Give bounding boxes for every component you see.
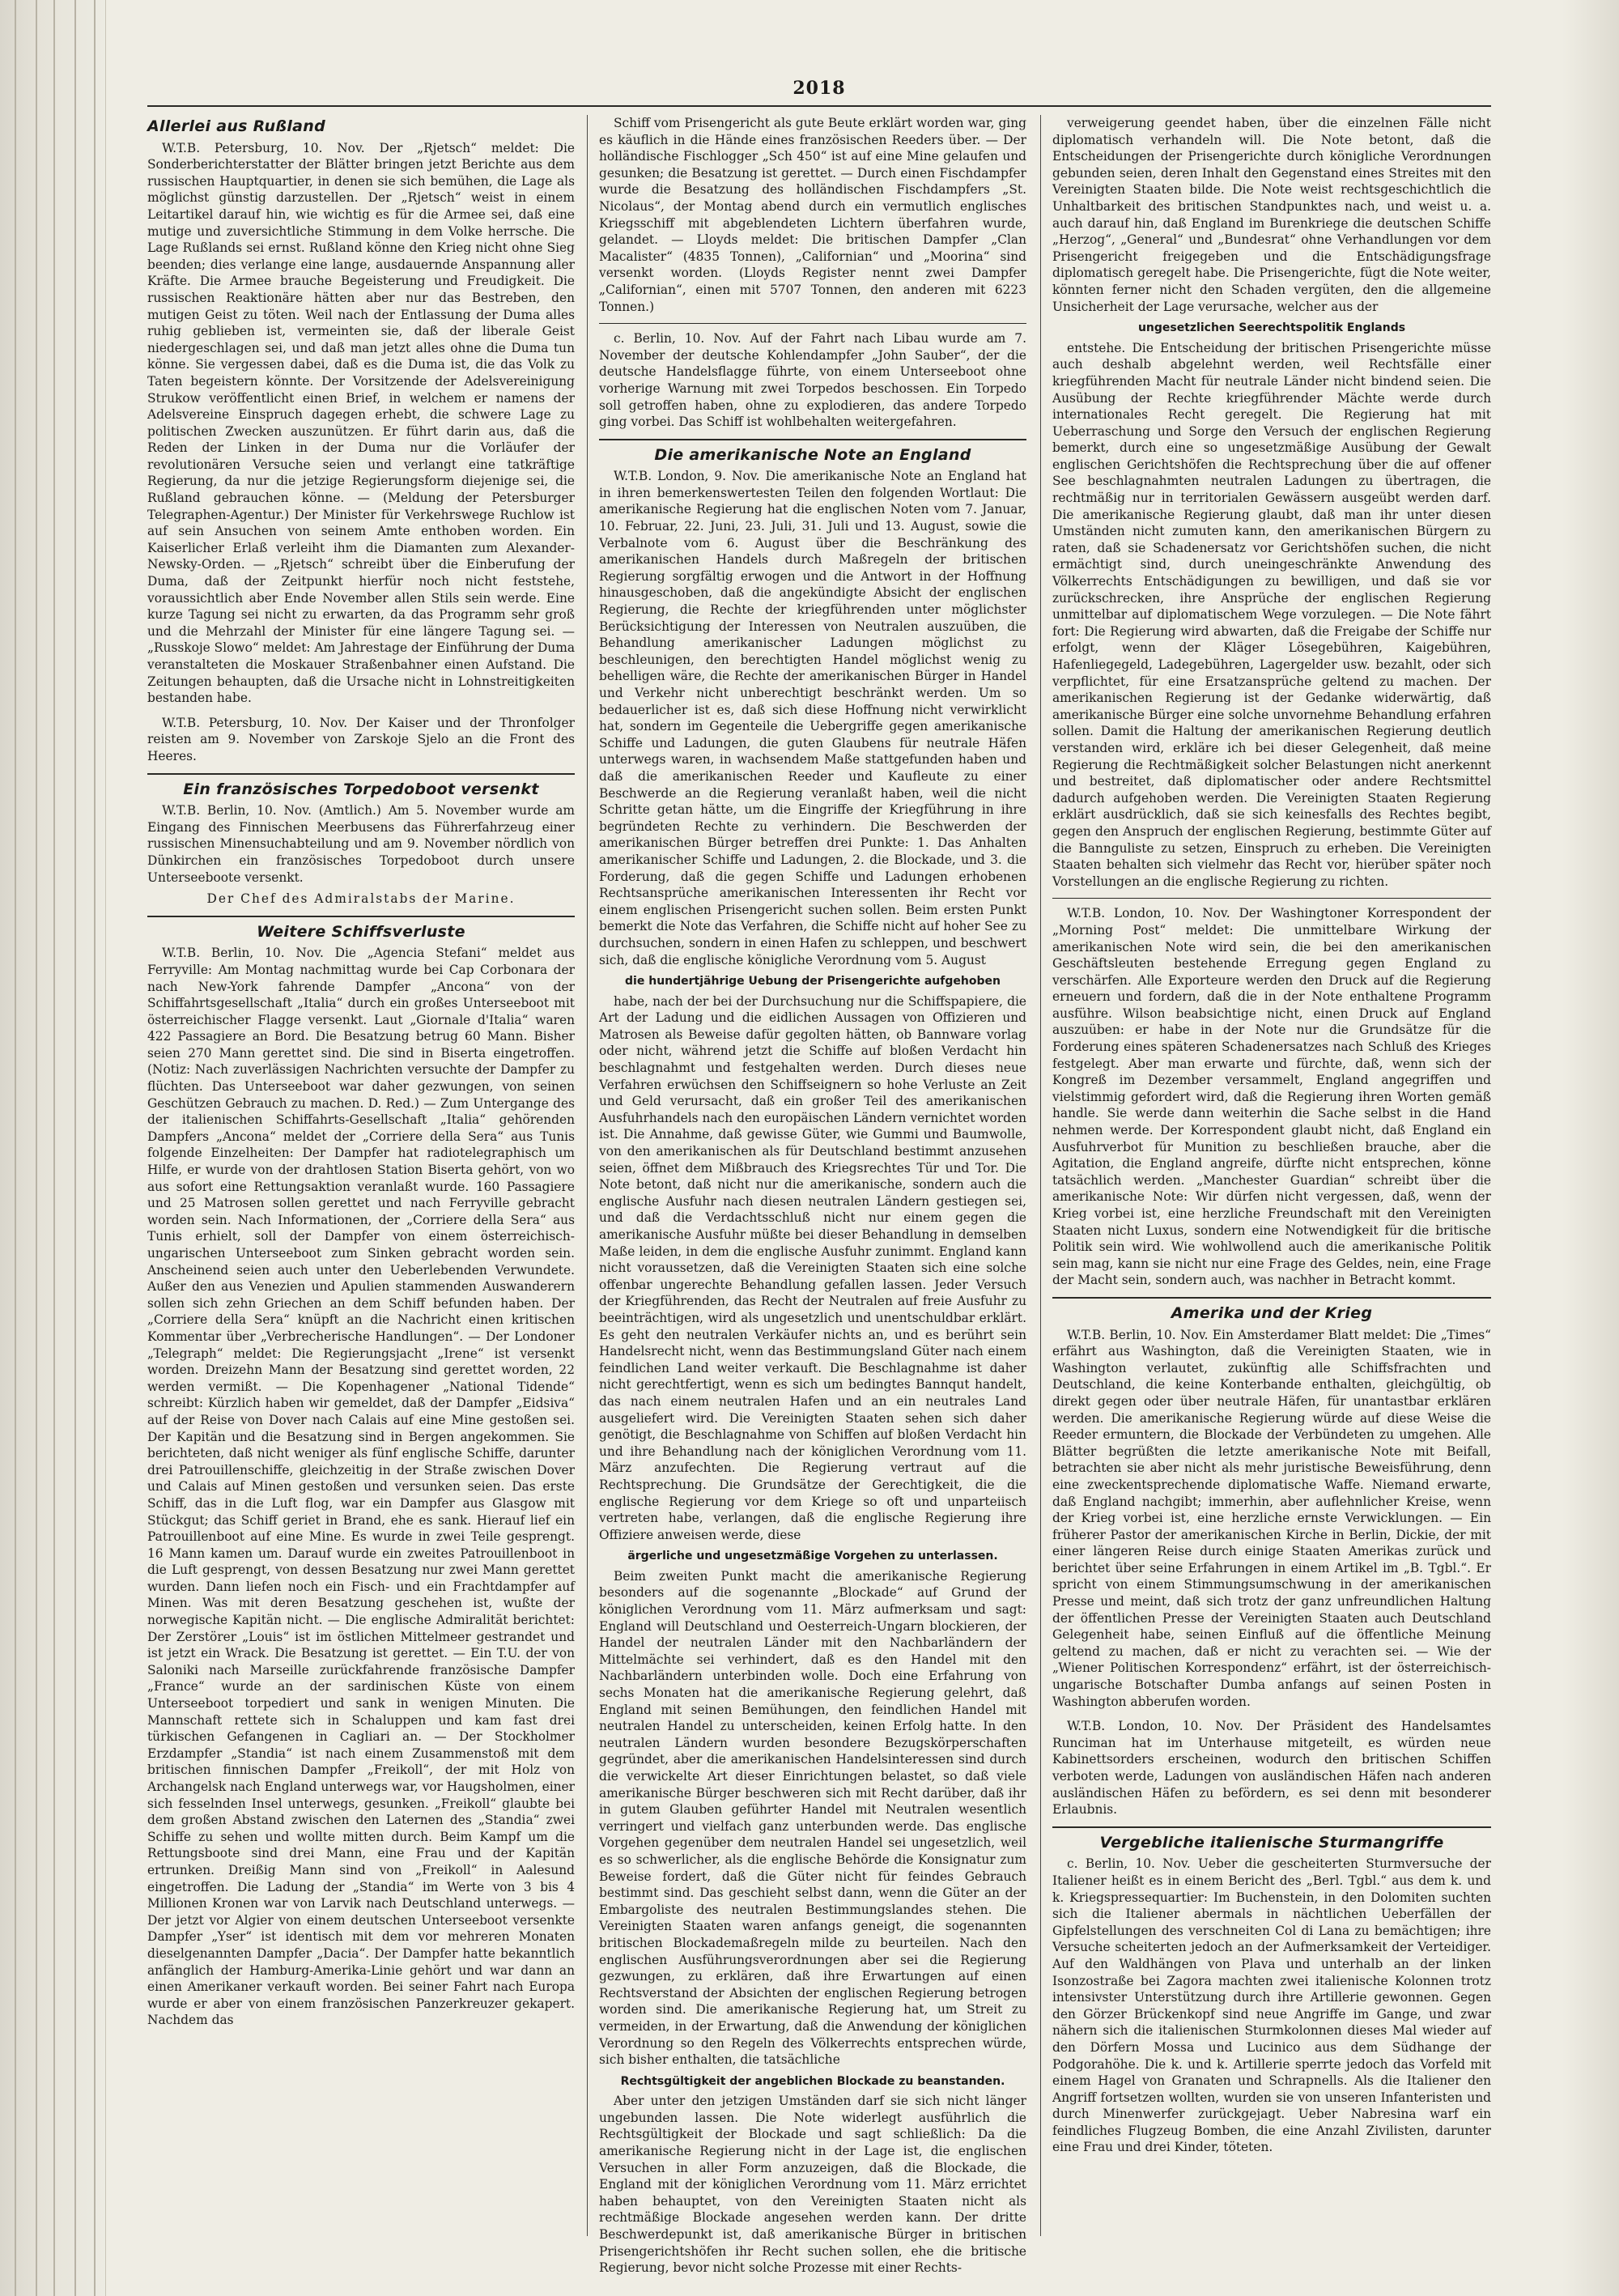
paragraph: verweigerung geendet haben, über die einzelnen Fälle nicht diplomatisch verhandeln will. Die Note betont, daß die Entscheidungen der Prisengerichte durch königliche Verordnungen gebunden seien, deren Inhalt den Gegenstand eines Streites mit den Vereinigten Staaten bilde. Die Note weist rechtsgeschichtlich die Unhaltbarkeit des britischen Standpunktes nach, und weist u. a. auch darauf hin, daß England im Burenkriege die deutschen Schiffe „Herzog“, „General“ und „Bundesrat“ ohne Verhandlungen vor dem Prisengericht freigegeben und die Entschädigungsfrage diplomatisch geregelt habe. Die Prisengerichte, fügt die Note weiter, könnten ferner nicht den Schaden vergüten, den die allgemeine Unsicherheit der Lage verursache, welcher aus der xyxy=(1052,116,1491,314)
headline: Ein französisches Torpedoboot versenkt xyxy=(183,780,539,798)
paragraph: Beim zweiten Punkt macht die amerikanische Regierung besonders auf die sogenannte „Blockade“ auf Grund der königlichen Verordnung vom 11. März aufmerksam und sagt: England will Deutschland und Oesterreich-Ungarn blockieren, der Handel der neutralen Länder mit den Nachbarländern der Mittelmächte sei verhindert, daß es den Handel mit den Nachbarländern unterbinden wolle. Doch eine Erfahrung von sechs Monaten hat die amerikanische Regierung gelehrt, daß England mit seinen Bemühungen, den feindlichen Handel mit neutralen Handel zu unterscheiden, keinen Erfolg hatte. In den neutralen Ländern wurden besondere Bezugskörperschaften gegründet, aber die amerikanischen Handelsinteressen sind durch die verwickelte Art dieser Einrichtungen belastet, so daß viele amerikanische Bürger beschweren sich mit Recht darüber, daß ihr in gutem Glauben geführter Handel mit Neutralen wesentlich verringert und vielfach ganz unterbunden werde. Das englische Vorgehen gegenüber dem neutralen Handel sei ungesetzlich, weil es so schwerlicher, als die englische Behörde die Konsignatur zum Beweise fordert, daß die Güter nicht für feindes Gebrauch bestimmt sind. Das geschieht selbst dann, wenn die Güter an der Embargoliste des neutralen Bestimmungslandes stehen. Die Vereinigten Staaten waren anfangs geneigt, die sogenannten britischen Blockademaßregeln milde zu beurteilen. Nach den englischen Ausführungsverordnungen aber sei die Regierung gezwungen, zu erklären, daß ihre Erwartungen auf einen Rechtsverstand der Absichten der englischen Regierung betrogen worden sind. Die amerikanische Regierung hat, um Streit zu vermeiden, in der Erwartung, daß die Anwendung der königlichen Verordnung so den Regeln des Völkerrechts entsprechen würde, sich bisher enthalten, die tatsächliche xyxy=(599,1568,1026,2068)
page-number: 2018 xyxy=(793,78,846,99)
article-american-note xyxy=(599,447,1026,2277)
article-note-continuation xyxy=(1052,115,1491,1289)
paragraph: W.T.B. Berlin, 10. Nov. Ein Amsterdamer Blatt meldet: Die „Times“ erfährt aus Washington, daß die Vereinigten Staaten, wie in Washington verlautet, zukünftig alle Schiffsfrachten und Deutschland, die keine Konterbande enthalten, gleichgültig, ob direkt gegen oder über neutrale Häfen, für unantastbar erklären werden. Die amerikanische Regierung würde auf diese Weise die Reeder ermuntern, die Blockade der Verbündeten zu umgehen. Alle Blätter begrüßten die letzte amerikanische Note mit Beifall, betrachten sie aber nicht als mehr juristische Beweisführung, denn eine zweckentsprechende diplomatische Waffe. Niemand erwarte, daß England nachgibt; immerhin, aber auflehnlicher Kreise, wenn der Krieg vorbei ist, eine herzliche ernste Verwicklungen. — Ein früherer Pastor der amerikanischen Kirche in Berlin, Dickie, der mit einer längeren Reise durch einige Staaten Amerikas zurück und berichtet über seine Erfahrungen in einem Artikel im „B. Tgbl.“. Er spricht von einem Stimmungsumschwung in der amerikanischen Presse und meint, daß sich trotz der ganz unfreundlichen Haltung der öffentlichen Presse der Vereinigten Staaten auch Deutschland Gelegenheit habe, seinen Einfluß auf die öffentliche Meinung geltend zu machen, daß er nicht zu verachten sei. — Wie der „Wiener Politischen Korrespondenz“ erfährt, ist der österreichisch-ungarische Botschafter Dumba anfangs auf seinen Posten in Washington abberufen worden. xyxy=(1052,1327,1491,1709)
paragraph: W.T.B. Petersburg, 10. Nov. Der Kaiser und der Thronfolger reisten am 9. November von Zarskoje Sjelo an die Front des Heeres. xyxy=(147,715,575,763)
paragraph: c. Berlin, 10. Nov. Auf der Fahrt nach Libau wurde am 7. November der deutsche Kohlendampfer „John Sauber“, der die deutsche Handelsflagge führte, von einem Unterseeboot ohne vorherige Warnung mit zwei Torpedos beschossen. Ein Torpedo soll getroffen haben, ohne zu explodieren, das andere Torpedo ging vorbei. Das Schiff ist wohlbehalten weitergefahren. xyxy=(599,331,1026,430)
paragraph: W.T.B. London, 10. Nov. Der Präsident des Handelsamtes Runciman hat im Unterhause mitgeteilt, es würden neue Kabinettsorders erscheinen, wodurch den britischen Schiffen verboten werde, Ladungen von ausländischen Häfen nach anderen ausländischen Häfen zu befördern, es sei denn mit besonderer Erlaubnis. xyxy=(1052,1719,1491,1818)
column-2 xyxy=(599,115,1026,2276)
headline: Weitere Schiffsverluste xyxy=(257,922,465,941)
page-shadow xyxy=(1562,0,1619,2296)
article-separator xyxy=(1052,1297,1491,1299)
article-torpedo-boat xyxy=(147,781,575,908)
newspaper-page xyxy=(147,78,1491,2276)
headline: Allerlei aus Rußland xyxy=(147,117,326,135)
headline: Amerika und der Krieg xyxy=(1171,1303,1373,1322)
top-rule xyxy=(147,105,1491,107)
article-ship-losses xyxy=(147,924,575,2029)
subheading: ärgerliche und ungesetzmäßige Vorgehen zu unterlassen. xyxy=(627,1550,998,1563)
paragraph: W.T.B. Petersburg, 10. Nov. Der „Rjetsch“ meldet: Die Sonderberichterstatter der Blätter bringen jetzt Berichte aus dem russischen Hauptquartier, in denen sie sich bemühen, die Lage als möglichst günstig darzustellen. Der „Rjetsch“ weist in einem Leitartikel darauf hin, wie wichtig es für die Armee sei, daß eine mutige und zuversichtliche Stimmung in dem Volke herrsche. Die Lage Rußlands sei ernst. Rußland könne den Krieg nicht ohne Sieg beenden; dies verlange eine lange, ausdauernde Anspannung aller Kräfte. Die Armee brauche Begeisterung und Freudigkeit. Die russischen Reaktionäre hätten aber nur das Bestreben, den mutigen Geist zu töten. Weil nach der Entlassung der Duma alles ruhig geblieben ist, vermeinten sie, daß der liberale Geist niedergeschlagen sei, und daß man jetzt alles ohne die Duma tun könne. Sie vergessen dabei, daß es die Duma ist, die das Volk zu Taten begeistern könnte. Der Vorsitzende der Adelsvereinigung Strukow veröffentlicht einen Brief, in welchem er namens der Adelsvereine Einspruch dagegen erhebt, die schwere Lage zu politischen Zwecken auszunützen. Er führt darin aus, daß die Reden der Linken in der Duma nur die Vorläufer der revolutionären Versuche seien und verlangt eine tatkräftige Regierung, da nur die jetzige Regierungsform diejenige sei, die Rußland gebrauchen könne. — (Meldung der Petersburger Telegraphen-Agentur.) Der Minister für Verkehrswege Ruchlow ist auf sein Ansuchen von seinem Amte enthoben worden. Ein Kaiserlicher Erlaß verleiht ihm die Diamanten zum Alexander-Newsky-Orden. — „Rjetsch“ schreibt über die Einberufung der Duma, daß der Zeitpunkt hierfür noch nicht feststehe, voraussichtlich aber Ende November allen Stils sein werde. Eine kurze Tagung sei nicht zu erwarten, da das Programm sehr groß und die Mehrzahl der Minister für eine längere Tagung sei. — „Russkoje Slowo“ meldet: Am Jahrestage der Einführung der Duma veranstalteten die Moskauer Straßenbahner einen Aufstand. Die Zeitungen behaupten, daß die Ursache nicht in Lohnstreitigkeiten bestanden habe. xyxy=(147,140,575,706)
article-separator xyxy=(1052,1826,1491,1828)
column-1 xyxy=(147,115,575,2236)
article-separator xyxy=(1052,898,1491,899)
article-separator xyxy=(147,773,575,775)
paragraph: W.T.B. London, 10. Nov. Der Washingtoner Korrespondent der „Morning Post“ meldet: Die unmittelbare Wirkung der amerikanischen Note wird sein, die bei den amerikanischen Geschäftsleuten bestehende Erregung gegen England zu verschärfen. Alle Exporteure werden den Druck auf die Regierung erneuern und fordern, daß die in der Note enthaltene Programm ausführe. Wilson beabsichtige nicht, einen Druck auf England auszuüben: er habe in der Note nur die Grundsätze für die Forderung eines späteren Schadenersatzes nach Schluß des Krieges festgelegt. Aber man erwarte und fürchte, daß, wenn sich der Kongreß im Dezember versammelt, England angegriffen und vielstimmig gefordert wird, daß die Regierung ihren Worten gemäß handle. Sie werde dann weiterhin die Sache selbst in die Hand nehmen werde. Der Korrespondent glaubt nicht, daß England ein Ausfuhrverbot für Munition zu beschließen brauche, aber die Agitation, die England angreife, dürfte nicht entsprechen, könne tatsächlich werden. „Manchester Guardian“ schreibt über die amerikanische Note: Wir dürfen nicht vergessen, daß, wenn der Krieg vorbei ist, eine herzliche Freundschaft mit den Vereinigten Staaten nicht Luxus, sondern eine Notwendigkeit für die britische Politik sein wird. Wie wohlwollend auch die amerikanische Politik sein mag, kann sie nicht nur eine Frage des Geldes, nein, eine Frage der Macht sein, sondern auch, was nachher in Betracht kommt. xyxy=(1052,906,1491,1288)
signature: Der Chef des Admiralstabs der Marine. xyxy=(206,891,516,907)
column-3 xyxy=(1052,115,1491,2236)
paragraph: c. Berlin, 10. Nov. Ueber die gescheiterten Sturmversuche der Italiener heißt es in einem Bericht des „Berl. Tgbl.“ aus dem k. und k. Kriegspressequartier: Im Buchenstein, in den Dolomiten suchten sich die Italiener abermals in nächtlichen Ueberfällen der Gipfelstellungen des verschneiten Col di Lana zu bemächtigen; ihre Versuche scheiterten jedoch an der Aufmerksamkeit der Verteidiger. Auf den Waldhängen von Plava und unterhalb an der linken Isonzostraße bei Zagora machten zwei italienische Kolonnen trotz intensivster Unterstützung durch ihre Artillerie gewonnen. Gegen den Görzer Brückenkopf sind neue Angriffe im Gange, und zwar nähern sich die italienischen Sturmkolonnen dieses Mal wieder auf den Dörfern Mossa und Lucinico aus dem Südhange der Podgorahöhe. Die k. und k. Artillerie sperrte jedoch das Vorfeld mit einem Hagel von Granaten und Schrapnells. Als die Italiener den Angriff fortsetzen wollten, wurden sie von unseren Infanteristen und durch Minenwerfer zurückgejagt. Ueber Nabresina warf ein feindliches Flugzeug Bomben, die eine Anzahl Zivilisten, darunter eine Frau und drei Kinder, töteten. xyxy=(1052,1856,1491,2155)
column-rule xyxy=(587,115,588,2236)
subheading: die hundertjährige Uebung der Prisengerichte aufgehoben xyxy=(625,975,1001,989)
paragraph: Schiff vom Prisengericht als gute Beute erklärt worden war, ging es käuflich in die Hände eines französischen Reeders über. — Der holländische Fischlogger „Sch 450“ ist auf eine Mine gelaufen und gesunken; die Besatzung ist gerettet. — Durch einen Fischdampfer wurde die Besatzung des holländischen Fischdampfers „St. Nicolaus“, der Montag abend durch ein vermutlich englisches Kriegsschiff mit abgeblendeten Lichtern überfahren wurde, gelandet. — Lloyds meldet: Die britischen Dampfer „Clan Macalister“ (4835 Tonnen), „Californian“ und „Moorina“ sind versenkt worden. (Lloyds Register nennt zwei Dampfer „Californian“, einen mit 5707 Tonnen, den anderen mit 6223 Tonnen.) xyxy=(599,116,1026,314)
article-russia xyxy=(147,118,575,765)
article-italian-attacks xyxy=(1052,1835,1491,2156)
binding-edge xyxy=(0,0,106,2296)
paragraph: entstehe. Die Entscheidung der britischen Prisengerichte müsse auch deshalb abgelehnt werden, weil Rechtsfälle einer kriegführenden Macht für neutrale Länder nicht bindend seien. Die Ausübung der Rechte kriegführender Mächte werde durch internationales Recht geregelt. Die Regierung hat mit Ueberraschung und Sorge den Versuch der englischen Regierung bemerkt, durch eine so ungesetzmäßige Ausübung der Gewalt englischen Gerichtshöfen die Rechtsprechung über die auf offener See beschlagnahmten neutralen Ladungen zu übertragen, die rechtmäßig nur in territorialen Gewässern ausgeübt werden darf. Die amerikanische Regierung glaubt, daß man ihr unter diesen Umständen nicht zumuten kann, den amerikanischen Bürgern zu raten, daß sie Schadenersatz vor Gerichtshöfen suchen, die nicht ermächtigt sind, durch uneingeschränkte Anwendung des Völkerrechts Entschädigungen zu bewilligen, und daß sie vor zurückschrecken, ihre Ansprüche der englischen Regierung unmittelbar auf diplomatischem Wege vorzulegen. — Die Note fährt fort: Die Regierung wird abwarten, daß die Freigabe der Schiffe nur erfolgt, wenn der Kläger Lösegebühren, Kaigebühren, Hafenliegegeld, Ladegebühren, Lagergelder usw. bezahlt, oder sich verpflichtet, für eine Ersatzansprüche geltend zu machen. Der amerikanischen Regierung ist der Gedanke widerwärtig, daß amerikanische Bürger eine solche unvornehme Behandlung erfahren sollen. Damit die Haltung der amerikanischen Regierung deutlich verstanden wird, erkläre ich bei dieser Gelegenheit, daß meine Regierung die Rechtmäßigkeit solcher Belastungen nicht anerkennt und bestreitet, daß diplomatischer oder andere Rechtsmittel dadurch aufgehoben werden. Die Vereinigten Staaten Regierung erklärt ausdrücklich, daß sie sich keinesfalls des Rechtes begibt, gegen den Anspruch der englischen Regierung, bestimmte Güter auf die Bannguliste zu setzen, Einspruch zu erheben. Die Vereinigten Staaten behalten sich vielmehr das Recht vor, hierüber später noch Vorstellungen an die englische Regierung zu richten. xyxy=(1052,340,1491,889)
column-rule xyxy=(1040,115,1041,2236)
article-america-war xyxy=(1052,1305,1491,1818)
paragraph: Aber unter den jetzigen Umständen darf sie sich nicht länger ungebunden lassen. Die Note widerlegt ausführlich die Rechtsgültigkeit der Blockade und sagt schließlich: Da die amerikanische Regierung nicht in der Lage ist, die englischen Versuchen in aller Form anzuzeigen, daß die Blockade, die England mit der königlichen Verordnung vom 11. März errichtet haben behauptet, von den Vereinigten Staaten nicht als rechtmäßige Blockade angesehen werden kann. Der dritte Beschwerdepunkt ist, daß amerikanische Bürger in britischen Prisengerichtshöfen ihr Recht suchen sollen, ehe die britische Regierung, bevor nicht solche Prozesse mit einer Rechts- xyxy=(599,2094,1026,2276)
headline: Vergebliche italienische Sturmangriffe xyxy=(1099,1833,1444,1852)
headline: Die amerikanische Note an England xyxy=(654,445,971,464)
article-separator xyxy=(599,323,1026,324)
paragraph: W.T.B. Berlin, 10. Nov. Die „Agencia Stefani“ meldet aus Ferryville: Am Montag nachmittag wurde bei Cap Corbonara der nach New-York fahrende Dampfer „Ancona“ von der Schiffahrtsgesellschaft „Italia“ durch ein großes Unterseeboot mit österreichischer Flagge versenkt. Laut „Giornale d'Italia“ waren 422 Passagiere an Bord. Die Besatzung betrug 60 Mann. Bisher seien 270 Mann gerettet sind. Die sind in Biserta eingetroffen. (Notiz: Nach zuverlässigen Nachrichten versuchte der Dampfer zu flüchten. Das Unterseeboot war daher gezwungen, von seinen Geschützen Gebrauch zu machen. D. Red.) — Zum Untergange des der italienischen Schiffahrts-Gesellschaft „Italia“ gehörenden Dampfers „Ancona“ meldet der „Corriere della Sera“ aus Tunis folgende Einzelheiten: Der Dampfer hat radiotelegraphisch um Hilfe, er wurde von der drahtlosen Station Biserta gehört, von wo aus sofort eine Rettungsaktion veranlaßt wurde. 160 Passagiere und 25 Matrosen sollen gerettet und nach Ferryville gebracht worden sein. Nach Informationen, der „Corriere della Sera“ aus Tunis erhielt, soll der Dampfer von einem österreichisch-ungarischen Unterseeboot zum Sinken gebracht worden sein. Anscheinend seien auch unter den Ueberlebenden Verwundete. Außer den aus Venezien und Apulien stammenden Auswanderern sollen sich zehn Griechen an dem Schiff befunden haben. Der „Corriere della Sera“ knüpft an die Nachricht einen kritischen Kommentar über „Verbrecherische Handlungen“. — Der Londoner „Telegraph“ meldet: Die Regierungsjacht „Irene“ ist versenkt worden. Dreizehn Mann der Besatzung sind gerettet worden, 22 werden vermißt. — Die Kopenhagener „National Tidende“ schreibt: Kürzlich haben wir gemeldet, daß der Dampfer „Eidsiva“ auf der Reise von Dover nach Calais auf eine Mine gestoßen sei. Der Kapitän und die Besatzung sind in Bergen angekommen. Sie berichteten, daß nicht weniger als fünf englische Schiffe, darunter drei Patrouillenschiffe, gleichzeitig in der Straße zwischen Dover und Calais auf Minen gestoßen und versunken seien. Das erste Schiff, das in die Luft flog, war ein Dampfer aus Glasgow mit Stückgut; das Schiff geriet in Brand, ehe es sank. Hierauf lief ein Patrouillenboot auf eine Mine. Es wurde in zwei Teile gesprengt. 16 Mann kamen um. Darauf wurde ein zweites Patrouillenboot in die Luft gesprengt, von dessen Besatzung nur zwei Mann gerettet wurden. Dann liefen noch ein Fisch- und ein Frachtdampfer auf Minen. Was mit deren Besatzung geschehen ist, wußte der norwegische Kapitän nicht. — Die englische Admiralität berichtet: Der Zerstörer „Louis“ ist im östlichen Mittelmeer gestrandet und ist jetzt ein Wrack. Die Besatzung ist gerettet. — Ein T.U. der von Saloniki nach Marseille zurückfahrende französische Dampfer „France“ wurde an der sardinischen Küste von einem Unterseeboot torpediert und sank in wenigen Minuten. Die Mannschaft rettete sich in Schaluppen und kam fast drei türkischen Gefangenen in Cagliari an. — Der Stockholmer Erzdampfer „Standia“ ist nach einem Zusammenstoß mit dem britischen finnischen Dampfer „Freikoll“, der mit Holz von Archangelsk nach England unterwegs war, vor Haugsholmen, einer sich fesselnden Insel unterwegs, gesunken. „Freikoll“ glaubte bei dem großen Abstand zwischen den Laternen des „Standia“ zwei Schiffe zu sehen und wollte mitten durch. Beim Kampf um die Rettungsboote sind drei Mann, eine Frau und der Kapitän ertrunken. Dreißig Mann sind von „Freikoll“ in Aalesund eingetroffen. Die Ladung der „Standia“ im Werte von 3 bis 4 Millionen Kronen war von Larvik nach Deutschland unterwegs. — Der jetzt vor Algier von einem deutschen Unterseeboot versenkte Dampfer „Yser“ ist identisch mit dem vor mehreren Monaten dieselgenannten Dampfer „Dacia“. Der Dampfer hatte bekanntlich anfänglich der Hamburg-Amerika-Linie gehört und war dann an einen Amerikaner verkauft worden. Bei seiner Fahrt nach Europa wurde er aber von einem französischen Panzerkreuzer gekapert. Nachdem das xyxy=(147,946,575,2028)
paragraph: W.T.B. Berlin, 10. Nov. (Amtlich.) Am 5. November wurde am Eingang des Finnischen Meerbusens das Führerfahrzeug einer russischen Minensuchabteilung und am 9. November nördlich von Dünkirchen ein französisches Torpedoboot durch unsere Unterseeboote versenkt. xyxy=(147,803,575,885)
subheading: Rechtsgültigkeit der angeblichen Blockade zu beanstanden. xyxy=(620,2074,1005,2088)
paragraph: habe, nach der bei der Durchsuchung nur die Schiffspapiere, die Art der Ladung und die eidlichen Aussagen von Offizieren und Matrosen als Beweise dafür gegolten hätten, ob Bannware vorlag oder nicht, während jetzt die Schiffe auf bloßen Verdacht hin beschlagnahmt und festgehalten werden. Durch dieses neue Verfahren erwüchsen den Schiffseignern so hohe Verluste an Zeit und Geld verursacht, daß ein großer Teil des amerikanischen Ausfuhrhandels nach den europäischen Ländern vernichtet worden ist. Die Annahme, daß gewisse Güter, wie Gummi und Baumwolle, von den amerikanischen als für Deutschland bestimmt anzusehen seien, öffnet dem Mißbrauch des Kriegsrechtes Tür und Tor. Die Note betont, daß nicht nur die amerikanische, sondern auch die englische Ausfuhr nach diesen neutralen Ländern gestiegen sei, und daß die Verdachtsschluß nicht nur einem gegen die amerikanische Ausfuhr müßte bei dieser Behandlung in demselben Maße leiden, in dem die englische Ausfuhr zunimmt. England kann nicht voraussetzen, daß die Vereinigten Staaten sich eine solche offenbar ungerechte Behandlung gefallen lassen. Jeder Versuch der Kriegführenden, das Recht der Neutralen auf freie Ausfuhr zu beeinträchtigen, wird als ungesetzlich und unentschuldbar erklärt. Es geht den neutralen Verkäufer nichts an, und es berührt sein Handelsrecht nicht, wenn das Bestimmungsland Güter nach einem feindlichen Land weiter verkauft. Die Beschlagnahme ist daher nicht gerechtfertigt, wenn es sich um bedingtes Bannqut handelt, das nach einem neutralen Hafen und an ein neutrales Land ausgeliefert wird. Die Vereinigten Staaten sehen sich daher genötigt, die Beschlagnahme von Schiffen auf bloßen Verdacht hin und ihre Behandlung nach der königlichen Verordnung vom 11. März anzufechten. Die Regierung vertraut auf die Rechtsprechung. Die Grundsätze der Gerechtigkeit, die die englische Regierung vor dem Kriege so oft und unparteiisch vertreten habe, verlangen, daß die englische Regierung ihre Offiziere anweisen werde, diese xyxy=(599,993,1026,1542)
article-separator xyxy=(147,916,575,917)
article-continuation xyxy=(599,115,1026,431)
subheading: ungesetzlichen Seerechtspolitik Englands xyxy=(1137,321,1406,335)
article-separator xyxy=(599,439,1026,440)
paragraph: W.T.B. London, 9. Nov. Die amerikanische Note an England hat in ihren bemerkenswertesten Teilen den folgenden Wortlaut: Die amerikanische Regierung hat die englischen Noten vom 7. Januar, 10. Februar, 22. Juni, 23. Juli, 31. Juli und 13. August, sowie die Verbalnote vom 6. August über die Beschränkung des amerikanischen Handels durch Maßregeln der britischen Regierung sorgfältig erwogen und die Antwort in der Hoffnung hinausgeschoben, daß die angekündigte Absicht der englischen Regierung, die Rechte der kriegführenden unter möglichster Berücksichtigung der Interessen von Neutralen auszuüben, die Behandlung amerikanischer Ladungen möglichst zu beschleunigen, den berechtigten Handel möglichst wenig zu behelligen wäre, die Rechte der amerikanischen Bürger in Handel und Verkehr nicht unberechtigt beschränkt werden. Um so bedauerlicher ist es, daß sich diese Hoffnung nicht verwirklicht hat, sondern im Gegenteile die Uebergriffe gegen amerikanische Schiffe und Ladungen, die guten Glaubens für neutrale Häfen unterwegs waren, in wachsendem Maße stattgefunden haben und daß die amerikanischen Reeder und Kaufleute zu einer Beschwerde an die Regierung veranlaßt haben, weil die nicht Schritte getan hätte, um die Eingriffe der Kriegführung in ihre begründeten Rechte zu verhindern. Die Beschwerden der amerikanischen Bürger betreffen drei Punkte: 1. Das Anhalten amerikanischer Schiffe und Ladungen, 2. die Blockade, und 3. die Forderung, daß die gegen Schiffe und Ladungen erhobenen Rechtsansprüche amerikanischen Interessenten ihr Recht vor einem englischen Prisengericht suchen sollen. Beim ersten Punkt bemerkt die Note das Verfahren, die Schiffe nicht auf hoher See zu durchsuchen, sondern in einen Hafen zu schleppen, und beschwert sich, daß die englische königliche Verordnung vom 5. August xyxy=(599,469,1026,967)
